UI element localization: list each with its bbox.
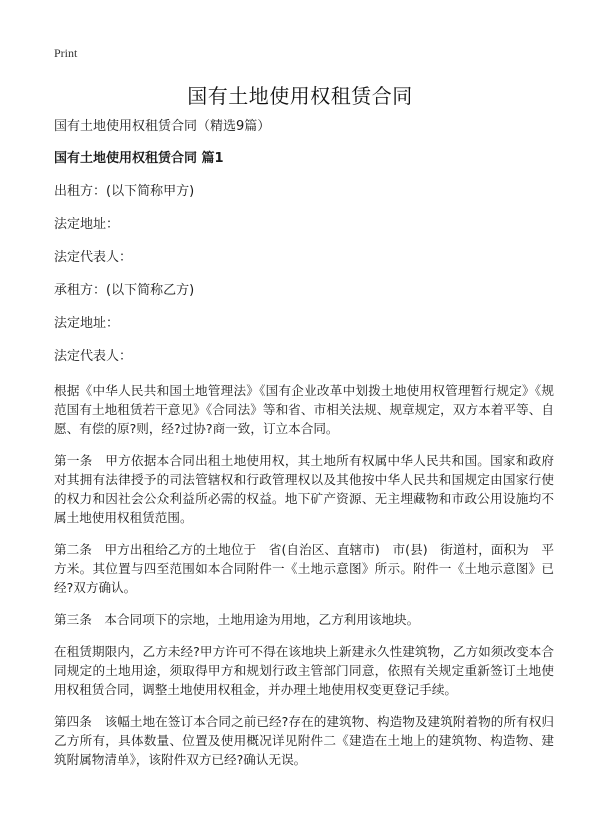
document-subtitle: 国有土地使用权租赁合同（精选9篇） xyxy=(54,119,271,134)
lease-term-paragraph: 在租赁期限内，乙方未经?甲方许可不得在该地块上新建永久性建筑物，乙方如须改变本合同规定的土地用途，须取得甲方和规划行政主管部门同意，依照有关规定重新签订土地使用权租赁合同，调整土地使用权租金，并办理土地使用权变更登记手续。 xyxy=(54,644,554,697)
lessor-representative-field: 法定代表人： xyxy=(54,250,133,265)
print-label: Print xyxy=(54,46,78,60)
lessee-field: 承租方：(以下简称乙方) xyxy=(54,283,195,298)
lessee-representative-field: 法定代表人： xyxy=(54,349,133,364)
article-3-paragraph: 第三条 本合同项下的宗地，土地用途为用地，乙方利用该地块。 xyxy=(54,612,420,627)
lessor-address-field: 法定地址： xyxy=(54,217,120,232)
preamble-paragraph: 根据《中华人民共和国土地管理法》《国有企业改革中划拨土地使用权管理暂行规定》《规范国有土地租赁若干意见》《合同法》等和省、市相关法规、规章规定，双方本着平等、自愿、有偿的原?则，经?过协?商一致，订立本合同。 xyxy=(54,383,554,436)
article-4-paragraph: 第四条 该幅土地在签订本合同之前已经?存在的建筑物、构造物及建筑附着物的所有权归乙方所有，具体数量、位置及使用概况详见附件二《建造在土地上的建筑物、构造物、建筑附属物清单》，该附件双方已经?确认无误。 xyxy=(54,714,554,767)
lessor-field: 出租方：(以下简称甲方) xyxy=(54,184,195,199)
lessee-address-field: 法定地址： xyxy=(54,316,120,331)
section-heading: 国有土地使用权租赁合同 篇1 xyxy=(54,151,224,166)
article-2-paragraph: 第二条 甲方出租给乙方的土地位于 省(自治区、直辖市) 市(县) 街道村，面积为 平方米。其位置与四至范围如本合同附件一《土地示意图》所示。附件一《土地示意图》已经?双方确认。 xyxy=(54,542,554,595)
article-1-paragraph: 第一条 甲方依据本合同出租土地使用权，其土地所有权属中华人民共和国。国家和政府对其拥有法律授予的司法管辖权和行政管理权以及其他按中华人民共和国规定由国家行使的权力和因社会公众利益所必需的权益。地下矿产资源、无主埋藏物和市政公用设施均不属土地使用权租赁范围。 xyxy=(54,453,554,525)
page-title: 国有土地使用权租赁合同 xyxy=(187,84,413,108)
document-body xyxy=(54,118,554,782)
